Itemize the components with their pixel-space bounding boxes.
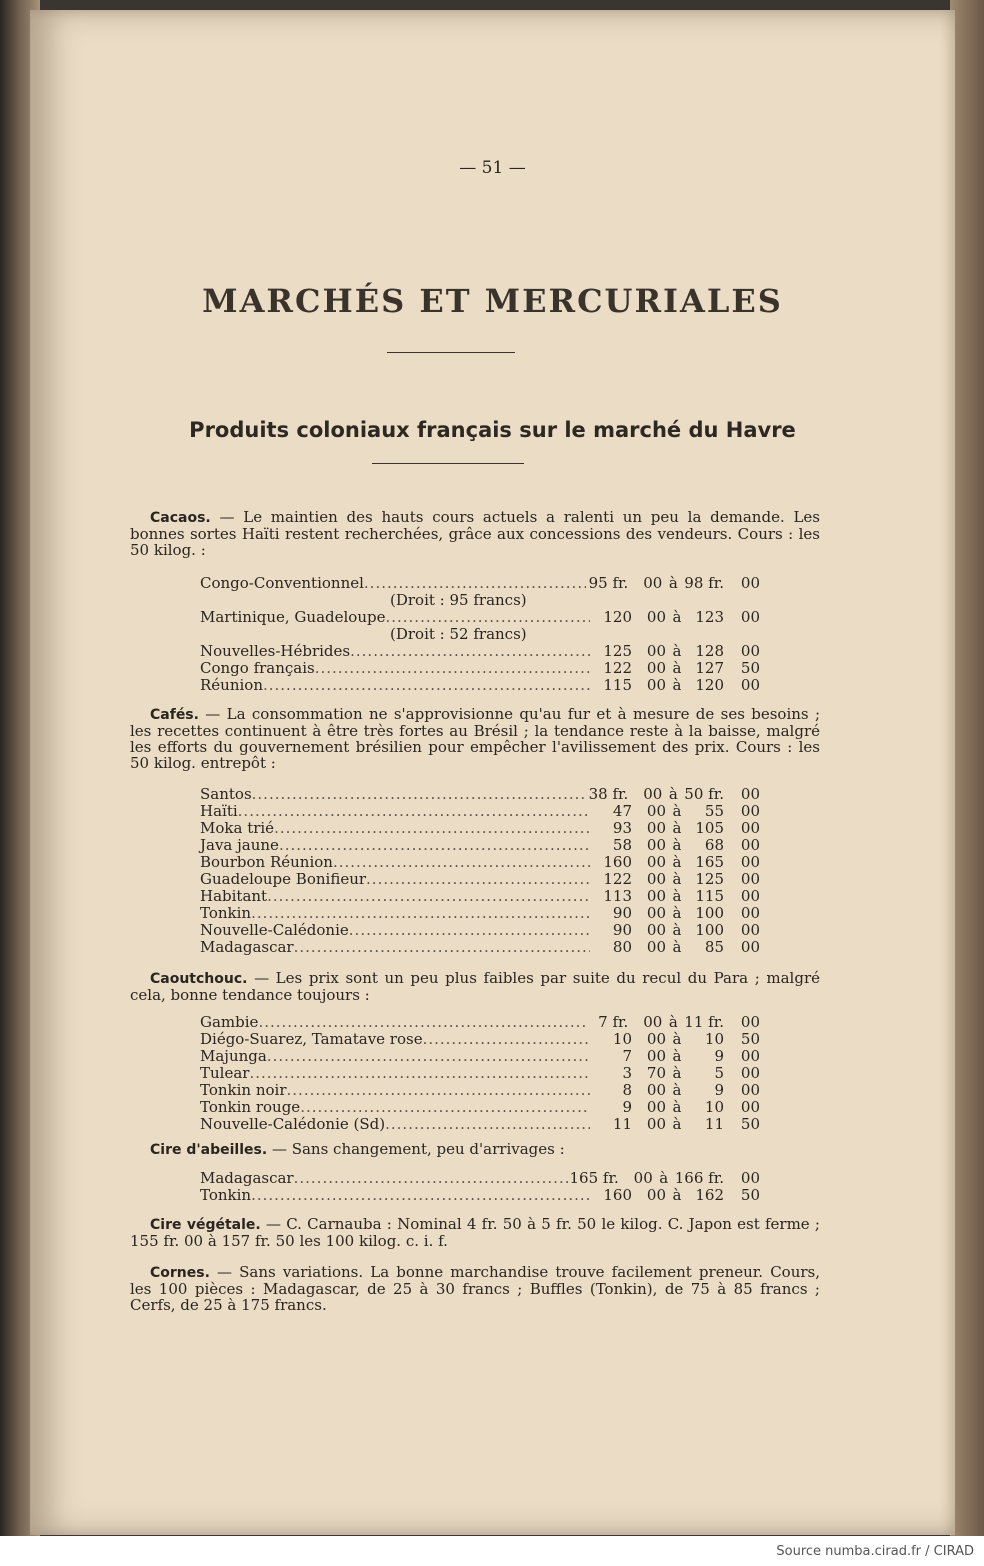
price-separator: à (672, 1047, 682, 1065)
price-separator: à (672, 819, 682, 837)
price-low: 9 (622, 1098, 632, 1116)
dot-leader (315, 660, 590, 677)
price-low-cents: 00 (643, 785, 663, 803)
price-low: 58 (612, 836, 632, 854)
price-low: 90 (612, 904, 632, 922)
price-low-cents: 00 (646, 887, 666, 905)
price-high: 100 (695, 921, 724, 939)
product-name: Santos (200, 785, 252, 803)
price-low-cents: 00 (646, 836, 666, 854)
price-high: 9 (714, 1047, 724, 1065)
cire-abeilles-heading: Cire d'abeilles. (150, 1142, 268, 1158)
price-row (200, 575, 760, 592)
price-high-cents: 00 (740, 1047, 760, 1065)
price-low-cents: 00 (646, 642, 666, 660)
price-separator: à (672, 938, 682, 956)
price-high: 11 (704, 1115, 724, 1133)
price-low-cents: 00 (646, 819, 666, 837)
price-separator: à (668, 785, 678, 803)
dot-leader (238, 803, 590, 820)
price-high-cents: 00 (740, 853, 760, 871)
cire-vegetale-text: — C. Carnauba : Nominal 4 fr. 50 à 5 fr. 50 le kilog. C. Japon est ferme ; 155 fr. 00 à 157 fr. 50 les 100 kilog. c. i. f. (130, 1215, 820, 1250)
price-high: 123 (695, 608, 724, 626)
product-name: Tulear (200, 1064, 250, 1082)
price-row (200, 854, 760, 871)
price-high: 105 (695, 819, 724, 837)
cacaos-price-table (200, 575, 760, 694)
price-high-cents: 00 (740, 1064, 760, 1082)
dot-leader (333, 854, 590, 871)
product-name: Tonkin noir (200, 1081, 287, 1099)
price-low: 7 (622, 1047, 632, 1065)
price-low: 3 (622, 1064, 632, 1082)
section-subtitle: Produits coloniaux français sur le marché du Havre (189, 418, 796, 442)
price-separator: à (672, 1030, 682, 1048)
price-separator: à (672, 1098, 682, 1116)
product-name: Réunion (200, 676, 263, 694)
price-high-cents: 00 (740, 921, 760, 939)
price-separator: à (672, 887, 682, 905)
caoutchouc-paragraph (130, 970, 820, 1003)
dot-leader (349, 922, 590, 939)
price-high-cents: 00 (740, 642, 760, 660)
price-separator: à (672, 1186, 682, 1204)
price-high-cents: 00 (740, 1081, 760, 1099)
dot-leader (294, 1170, 570, 1187)
price-low: 7 fr. (598, 1013, 629, 1031)
price-low: 11 (612, 1115, 632, 1133)
price-separator: à (672, 904, 682, 922)
product-name: Tonkin (200, 904, 252, 922)
product-name: Haïti (200, 802, 238, 820)
dot-leader (249, 1065, 590, 1082)
cacaos-text: — Le maintien des hauts cours actuels a ralenti un peu la demande. Les bonnes sortes Haïti restent recherchées, grâce aux concessions des vendeurs. Cours : les 50 kilog. : (130, 508, 820, 559)
source-credit: Source numba.cirad.fr / CIRAD (776, 1544, 974, 1559)
page-number: — 51 — (459, 158, 526, 178)
price-high-cents: 00 (740, 1098, 760, 1116)
dot-leader (423, 1031, 590, 1048)
product-name: Tonkin rouge (200, 1098, 301, 1116)
price-low: 47 (612, 802, 632, 820)
price-low-cents: 00 (646, 802, 666, 820)
dot-leader (294, 939, 590, 956)
product-name: Congo français (200, 659, 315, 677)
duty-note: (Droit : 95 francs) (390, 591, 527, 609)
price-row (200, 820, 760, 837)
cire-abeilles-price-table (200, 1170, 760, 1204)
price-row (200, 1099, 760, 1116)
price-low: 38 fr. (588, 785, 629, 803)
scanned-page (30, 10, 955, 1535)
cornes-text: — Sans variations. La bonne marchandise trouve facilement preneur. Cours, les 100 pièces : Madagascar, de 25 à 30 francs ; Buffles (Tonkin), de 75 à 85 francs ; Cerfs, de 25 à 175 francs. (130, 1263, 820, 1314)
price-high: 128 (695, 642, 724, 660)
price-row (200, 677, 760, 694)
price-low: 90 (612, 921, 632, 939)
price-high-cents: 00 (740, 802, 760, 820)
cacaos-paragraph (130, 509, 820, 558)
dot-leader (274, 820, 590, 837)
price-high: 5 (714, 1064, 724, 1082)
price-high: 162 (695, 1186, 724, 1204)
cafes-heading: Cafés. (150, 707, 199, 723)
price-separator: à (672, 1081, 682, 1099)
price-high: 10 (704, 1030, 724, 1048)
price-row (200, 837, 760, 854)
price-high: 11 fr. (684, 1013, 724, 1031)
price-high-cents: 50 (740, 1030, 760, 1048)
dot-leader (350, 643, 590, 660)
price-high-cents: 00 (740, 836, 760, 854)
price-high: 68 (704, 836, 724, 854)
price-low-cents: 00 (646, 904, 666, 922)
cire-vegetale-heading: Cire végétale. (150, 1217, 261, 1233)
duty-note: (Droit : 52 francs) (390, 625, 527, 643)
product-name: Moka trié (200, 819, 275, 837)
product-name: Madagascar (200, 1169, 294, 1187)
price-separator: à (672, 921, 682, 939)
cire-abeilles-paragraph (130, 1141, 820, 1158)
price-low-cents: 00 (646, 938, 666, 956)
price-row (200, 1170, 760, 1187)
price-row (200, 609, 760, 626)
dot-leader (267, 1048, 590, 1065)
price-low: 165 fr. (569, 1169, 619, 1187)
price-row (200, 905, 760, 922)
price-low-cents: 00 (646, 1047, 666, 1065)
product-name: Bourbon Réunion (200, 853, 333, 871)
cire-abeilles-text: — Sans changement, peu d'arrivages : (267, 1140, 565, 1158)
price-separator: à (672, 1115, 682, 1133)
cire-vegetale-paragraph (130, 1216, 820, 1249)
price-low: 122 (603, 659, 632, 677)
price-high-cents: 00 (740, 608, 760, 626)
price-separator: à (672, 659, 682, 677)
dot-leader (263, 677, 590, 694)
price-low-cents: 00 (646, 1081, 666, 1099)
product-name: Madagascar (200, 938, 294, 956)
price-row (200, 871, 760, 888)
dot-leader (385, 1116, 590, 1133)
price-separator: à (672, 608, 682, 626)
price-low-cents: 00 (646, 870, 666, 888)
price-low-cents: 00 (646, 608, 666, 626)
price-low-cents: 00 (646, 1115, 666, 1133)
price-low: 115 (603, 676, 632, 694)
dot-leader (366, 871, 590, 888)
price-low-cents: 00 (646, 1098, 666, 1116)
product-name: Majunga (200, 1047, 267, 1065)
price-row (200, 660, 760, 677)
price-low: 125 (603, 642, 632, 660)
price-low: 122 (603, 870, 632, 888)
product-name: Java jaune (200, 836, 279, 854)
price-high: 55 (704, 802, 724, 820)
dot-leader (251, 1187, 590, 1204)
price-row (200, 1048, 760, 1065)
product-name: Tonkin (200, 1186, 252, 1204)
dot-leader (385, 609, 590, 626)
cacaos-heading: Cacaos. (150, 510, 211, 526)
price-row (200, 1082, 760, 1099)
price-row (200, 1187, 760, 1204)
price-high-cents: 00 (740, 676, 760, 694)
price-separator: à (659, 1169, 669, 1187)
price-low-cents: 00 (643, 574, 663, 592)
price-high: 125 (695, 870, 724, 888)
price-high-cents: 50 (740, 1115, 760, 1133)
price-separator: à (668, 1013, 678, 1031)
dot-leader (287, 1082, 590, 1099)
price-low-cents: 70 (646, 1064, 666, 1082)
product-name: Habitant (200, 887, 268, 905)
dot-leader (279, 837, 590, 854)
cafes-text: — La consommation ne s'approvisionne qu'au fur et à mesure de ses besoins ; les recettes continuent à être très fortes au Brésil ; la tendance reste à la baisse, malgré les efforts du gouvernement brésilien pour empêcher l'avilissement des prix. Cours : les 50 kilog. entrepôt : (130, 705, 820, 772)
price-high: 9 (714, 1081, 724, 1099)
dot-leader (252, 786, 587, 803)
dot-leader (251, 905, 590, 922)
price-separator: à (672, 1064, 682, 1082)
price-high: 166 fr. (674, 1169, 724, 1187)
price-separator: à (672, 836, 682, 854)
price-low: 95 fr. (588, 574, 629, 592)
price-low-cents: 00 (646, 659, 666, 677)
price-low: 10 (612, 1030, 632, 1048)
footer-bar (0, 1536, 984, 1566)
product-name: Gambie (200, 1013, 259, 1031)
price-low-cents: 00 (633, 1169, 653, 1187)
page-title: MARCHÉS ET MERCURIALES (202, 282, 783, 320)
price-high: 85 (704, 938, 724, 956)
price-low-cents: 00 (646, 853, 666, 871)
title-divider (387, 352, 515, 353)
price-row (200, 888, 760, 905)
price-high-cents: 00 (740, 904, 760, 922)
product-name: Martinique, Guadeloupe (200, 608, 386, 626)
price-row (200, 1065, 760, 1082)
caoutchouc-price-table (200, 1014, 760, 1133)
price-separator: à (672, 870, 682, 888)
price-low-cents: 00 (646, 1186, 666, 1204)
price-separator: à (672, 853, 682, 871)
price-low: 93 (612, 819, 632, 837)
dot-leader (300, 1099, 590, 1116)
price-row (200, 643, 760, 660)
price-separator: à (672, 676, 682, 694)
price-high-cents: 00 (740, 574, 760, 592)
price-row (200, 1014, 760, 1031)
price-low: 113 (603, 887, 632, 905)
product-name: Congo-Conventionnel (200, 574, 364, 592)
cornes-paragraph (130, 1264, 820, 1313)
price-low-cents: 00 (643, 1013, 663, 1031)
dot-leader (267, 888, 590, 905)
price-high-cents: 00 (740, 1013, 760, 1031)
product-name: Nouvelle-Calédonie (Sd) (200, 1115, 386, 1133)
price-low: 160 (603, 1186, 632, 1204)
product-name: Diégo-Suarez, Tamatave rose (200, 1030, 423, 1048)
price-high: 98 fr. (684, 574, 724, 592)
price-high-cents: 00 (740, 887, 760, 905)
price-high: 50 fr. (684, 785, 724, 803)
price-high: 127 (695, 659, 724, 677)
price-high-cents: 00 (740, 938, 760, 956)
price-row (200, 939, 760, 956)
price-separator: à (672, 642, 682, 660)
page-stack-edge (950, 0, 984, 1545)
price-high: 10 (704, 1098, 724, 1116)
price-high-cents: 00 (740, 1169, 760, 1187)
price-high-cents: 50 (740, 659, 760, 677)
price-row (200, 1116, 760, 1133)
price-row (200, 922, 760, 939)
price-high: 165 (695, 853, 724, 871)
price-low: 80 (612, 938, 632, 956)
price-separator: à (668, 574, 678, 592)
cafes-price-table (200, 786, 760, 956)
product-name: Nouvelles-Hébrides (200, 642, 351, 660)
product-name: Nouvelle-Calédonie (200, 921, 349, 939)
price-low-cents: 00 (646, 1030, 666, 1048)
price-high: 120 (695, 676, 724, 694)
price-high-cents: 00 (740, 870, 760, 888)
price-high-cents: 00 (740, 819, 760, 837)
caoutchouc-text: — Les prix sont un peu plus faibles par suite du recul du Para ; malgré cela, bonne tendance toujours : (130, 969, 820, 1004)
price-high: 100 (695, 904, 724, 922)
price-low: 120 (603, 608, 632, 626)
cafes-paragraph (130, 706, 820, 771)
price-low-cents: 00 (646, 921, 666, 939)
price-low: 160 (603, 853, 632, 871)
price-separator: à (672, 802, 682, 820)
subtitle-divider (372, 463, 524, 464)
price-high-cents: 00 (740, 785, 760, 803)
dot-leader (364, 575, 586, 592)
caoutchouc-heading: Caoutchouc. (150, 971, 248, 987)
dot-leader (258, 1014, 586, 1031)
price-high-cents: 50 (740, 1186, 760, 1204)
cornes-heading: Cornes. (150, 1265, 210, 1281)
price-low: 8 (622, 1081, 632, 1099)
price-high: 115 (695, 887, 724, 905)
price-row (200, 786, 760, 803)
price-row (200, 803, 760, 820)
price-low-cents: 00 (646, 676, 666, 694)
price-row (200, 1031, 760, 1048)
product-name: Guadeloupe Bonifieur (200, 870, 367, 888)
